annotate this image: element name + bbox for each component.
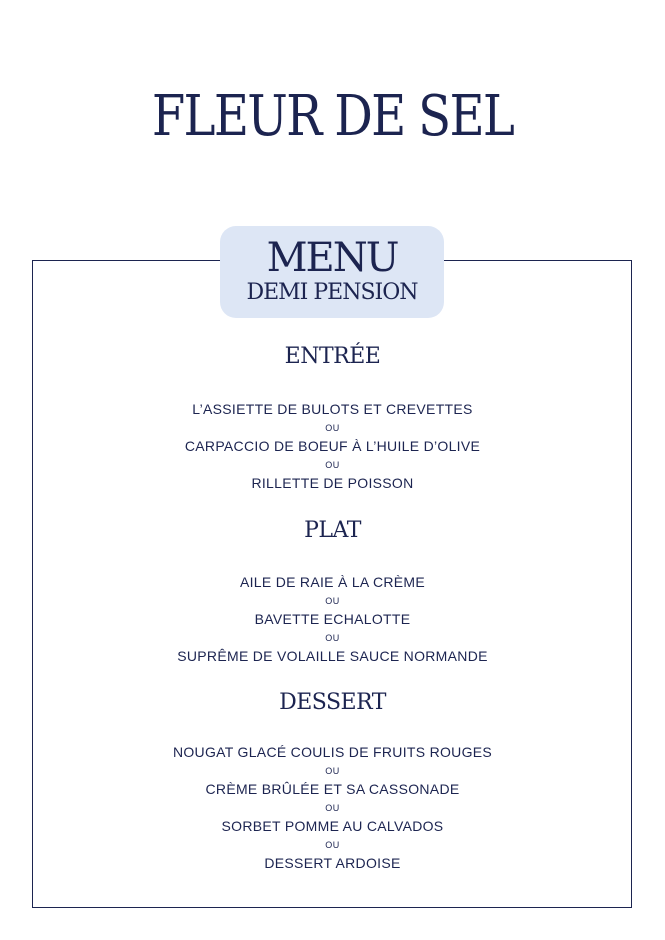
menu-item: RILLETTE DE POISSON (251, 475, 414, 491)
menu-item: NOUGAT GLACÉ COULIS DE FRUITS ROUGES (172, 744, 493, 760)
menu-item: SORBET POMME AU CALVADOS (221, 818, 444, 834)
or-separator: OU (325, 803, 340, 813)
or-separator: OU (325, 423, 340, 433)
section-title-dessert: DESSERT (279, 690, 386, 715)
menu-item: DESSERT ARDOISE (264, 855, 401, 871)
or-separator: OU (325, 840, 340, 850)
menu-item: L’ASSIETTE DE BULOTS ET CREVETTES (192, 401, 473, 417)
or-separator: OU (325, 766, 340, 776)
section-title-plat: PLAT (304, 518, 361, 543)
restaurant-name: FLEUR DE SEL (151, 84, 514, 149)
or-separator: OU (325, 633, 340, 643)
menu-item: BAVETTE ECHALOTTE (254, 611, 411, 627)
menu-subtitle: DEMI PENSION (246, 280, 418, 305)
menu-item: AILE DE RAIE À LA CRÈME (239, 574, 426, 590)
menu-item: CARPACCIO DE BOEUF À L’HUILE D’OLIVE (184, 438, 481, 454)
menu-title: MENU (266, 235, 398, 281)
section-title-entree: ENTRÉE (284, 344, 381, 369)
or-separator: OU (325, 460, 340, 470)
or-separator: OU (325, 596, 340, 606)
menu-badge (220, 226, 444, 318)
menu-item: CRÈME BRÛLÉE ET SA CASSONADE (205, 781, 460, 797)
menu-item: SUPRÊME DE VOLAILLE SAUCE NORMANDE (177, 648, 488, 664)
